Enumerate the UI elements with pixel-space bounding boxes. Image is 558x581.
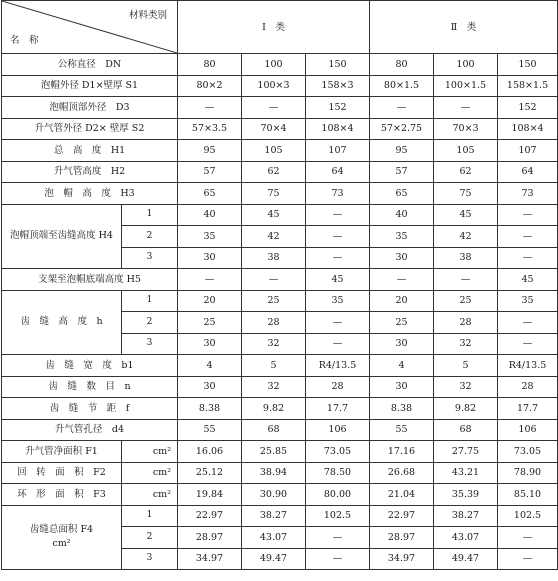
table-cell: 102.5	[498, 505, 558, 527]
table-cell: 95	[178, 140, 242, 162]
table-cell: 75	[242, 183, 306, 205]
table-cell: 108×4	[306, 118, 370, 140]
table-cell: R4/13.5	[306, 355, 370, 377]
table-cell: 152	[306, 97, 370, 119]
table-cell: 95	[370, 140, 434, 162]
table-cell: 17.16	[370, 441, 434, 463]
table-cell: 62	[242, 161, 306, 183]
table-row	[2, 183, 558, 205]
row-unit: cm²	[122, 484, 178, 506]
table-cell: 45	[434, 204, 498, 226]
row-label: 齿缝总面积 F4	[29, 524, 94, 536]
table-cell: 38.27	[434, 505, 498, 527]
table-row	[2, 419, 558, 441]
table-cell: —	[306, 548, 370, 570]
table-cell: —	[498, 527, 558, 549]
table-cell: —	[306, 226, 370, 248]
table-row	[2, 462, 558, 484]
table-row	[2, 505, 558, 527]
table-cell: 28.97	[370, 527, 434, 549]
table-cell: 38.27	[242, 505, 306, 527]
table-cell: 80	[178, 54, 242, 76]
table-row	[2, 355, 558, 377]
table-cell: 100×1.5	[434, 75, 498, 97]
table-cell: 40	[370, 204, 434, 226]
row-label: 升气管外径 D2× 壁厚 S2	[2, 118, 178, 140]
table-cell: 150	[498, 54, 558, 76]
table-cell: 42	[242, 226, 306, 248]
row-label: 升气管高度 H2	[2, 161, 178, 183]
table-cell: 9.82	[434, 398, 498, 420]
table-cell: —	[434, 269, 498, 291]
table-cell: 28	[242, 312, 306, 334]
row-label: 支架至泡帽底端高度 H5	[2, 269, 178, 291]
row-label: 升气管净面积 F1	[2, 441, 122, 463]
table-cell: —	[498, 333, 558, 355]
row-label-group	[2, 505, 122, 570]
row-label: 环 形 面 积 F3	[2, 484, 122, 506]
table-cell: 35	[306, 290, 370, 312]
table-cell: 25	[242, 290, 306, 312]
table-cell: 25	[434, 290, 498, 312]
table-cell: 35.39	[434, 484, 498, 506]
table-cell: 34.97	[370, 548, 434, 570]
header-row	[2, 1, 558, 54]
table-cell: —	[178, 97, 242, 119]
table-cell: 43.07	[242, 527, 306, 549]
table-cell: 65	[178, 183, 242, 205]
table-cell: 70×3	[434, 118, 498, 140]
row-index: 2	[122, 312, 178, 334]
table-cell: 32	[434, 376, 498, 398]
table-row	[2, 204, 558, 226]
table-cell: —	[306, 333, 370, 355]
table-cell: 21.04	[370, 484, 434, 506]
table-cell: 80×2	[178, 75, 242, 97]
table-row	[2, 140, 558, 162]
bubble-cap-spec-table	[1, 0, 558, 570]
row-label: 齿 缝 宽 度 b1	[2, 355, 178, 377]
table-cell: 106	[306, 419, 370, 441]
table-cell: 73.05	[306, 441, 370, 463]
table-cell: 4	[370, 355, 434, 377]
table-cell: 64	[498, 161, 558, 183]
row-index: 2	[122, 527, 178, 549]
table-cell: 73	[306, 183, 370, 205]
table-cell: 30.90	[242, 484, 306, 506]
table-cell: —	[242, 269, 306, 291]
row-label: 总 高 度 H1	[2, 140, 178, 162]
table-cell: 43.21	[434, 462, 498, 484]
table-cell: 85.10	[498, 484, 558, 506]
row-label: 公称直径 DN	[2, 54, 178, 76]
table-cell: —	[178, 269, 242, 291]
table-cell: 20	[178, 290, 242, 312]
row-label: 升气管孔径 d4	[2, 419, 178, 441]
table-cell: 17.7	[498, 398, 558, 420]
table-row	[2, 269, 558, 291]
table-cell: 102.5	[306, 505, 370, 527]
table-cell: 100×3	[242, 75, 306, 97]
table-cell: 38	[242, 247, 306, 269]
table-cell: 9.82	[242, 398, 306, 420]
table-cell: —	[498, 226, 558, 248]
row-label: 泡帽外径 D1×壁厚 S1	[2, 75, 178, 97]
table-row	[2, 484, 558, 506]
table-cell: 64	[306, 161, 370, 183]
table-cell: 55	[178, 419, 242, 441]
table-cell: 80×1.5	[370, 75, 434, 97]
row-index: 3	[122, 548, 178, 570]
table-cell: 80.00	[306, 484, 370, 506]
table-cell: 30	[178, 376, 242, 398]
table-cell: 105	[242, 140, 306, 162]
table-cell: 26.68	[370, 462, 434, 484]
table-cell: 30	[370, 376, 434, 398]
row-index: 1	[122, 290, 178, 312]
table-row	[2, 441, 558, 463]
row-label: 齿 缝 高 度 h	[2, 290, 122, 355]
row-label: 泡帽顶端至齿缝高度 H4	[2, 204, 122, 269]
table-cell: 57×2.75	[370, 118, 434, 140]
table-cell: 27.75	[434, 441, 498, 463]
table-cell: 150	[306, 54, 370, 76]
table-cell: 107	[498, 140, 558, 162]
table-cell: 17.7	[306, 398, 370, 420]
table-cell: 4	[178, 355, 242, 377]
table-cell: 55	[370, 419, 434, 441]
table-cell: 30	[178, 333, 242, 355]
row-label: 齿 缝 节 距 f	[2, 398, 178, 420]
table-cell: 57	[178, 161, 242, 183]
table-cell: 73.05	[498, 441, 558, 463]
table-cell: 73	[498, 183, 558, 205]
header-class-1: Ⅰ 类	[178, 1, 370, 54]
row-unit: cm²	[122, 441, 178, 463]
table-cell: 158×3	[306, 75, 370, 97]
table-row	[2, 54, 558, 76]
table-cell: 42	[434, 226, 498, 248]
table-cell: —	[306, 527, 370, 549]
table-row	[2, 290, 558, 312]
table-row	[2, 75, 558, 97]
table-cell: R4/13.5	[498, 355, 558, 377]
table-cell: —	[498, 204, 558, 226]
table-cell: 78.90	[498, 462, 558, 484]
table-cell: —	[498, 548, 558, 570]
table-cell: 28	[306, 376, 370, 398]
corner-name: 名 称	[10, 35, 39, 46]
table-cell: 8.38	[370, 398, 434, 420]
table-cell: 49.47	[434, 548, 498, 570]
table-cell: 32	[242, 333, 306, 355]
table-row	[2, 118, 558, 140]
table-cell: —	[370, 97, 434, 119]
table-cell: 45	[306, 269, 370, 291]
table-cell: 105	[434, 140, 498, 162]
table-cell: 25.85	[242, 441, 306, 463]
table-cell: 106	[498, 419, 558, 441]
table-cell: 34.97	[178, 548, 242, 570]
table-cell: 57	[370, 161, 434, 183]
row-index: 1	[122, 505, 178, 527]
table-cell: 32	[242, 376, 306, 398]
table-cell: 30	[178, 247, 242, 269]
table-cell: 49.47	[242, 548, 306, 570]
table-cell: —	[306, 247, 370, 269]
row-label: 回 转 面 积 F2	[2, 462, 122, 484]
table-cell: 28	[498, 376, 558, 398]
table-cell: —	[306, 204, 370, 226]
table-cell: 30	[370, 247, 434, 269]
table-cell: 65	[370, 183, 434, 205]
table-cell: 68	[434, 419, 498, 441]
table-cell: 40	[178, 204, 242, 226]
table-cell: 78.50	[306, 462, 370, 484]
table-cell: 5	[242, 355, 306, 377]
table-cell: 57×3.5	[178, 118, 242, 140]
table-cell: 70×4	[242, 118, 306, 140]
table-cell: —	[498, 312, 558, 334]
table-cell: —	[306, 312, 370, 334]
table-cell: 62	[434, 161, 498, 183]
row-index: 3	[122, 333, 178, 355]
table-cell: 107	[306, 140, 370, 162]
table-cell: —	[242, 97, 306, 119]
header-class-2: Ⅱ 类	[370, 1, 558, 54]
row-index: 1	[122, 204, 178, 226]
row-label: 齿 缝 数 目 n	[2, 376, 178, 398]
table-cell: 108×4	[498, 118, 558, 140]
row-index: 3	[122, 247, 178, 269]
table-row	[2, 97, 558, 119]
row-index: 2	[122, 226, 178, 248]
table-cell: 30	[370, 333, 434, 355]
table-cell: 80	[370, 54, 434, 76]
table-cell: 35	[498, 290, 558, 312]
table-cell: 8.38	[178, 398, 242, 420]
header-corner-cell	[2, 1, 178, 54]
table-cell: 43.07	[434, 527, 498, 549]
table-cell: 19.84	[178, 484, 242, 506]
table-cell: 35	[370, 226, 434, 248]
row-label: 泡帽顶部外径 D3	[2, 97, 178, 119]
table-cell: 38	[434, 247, 498, 269]
table-cell: 28	[434, 312, 498, 334]
table-cell: —	[370, 269, 434, 291]
table-row	[2, 376, 558, 398]
table-cell: 25	[178, 312, 242, 334]
table-row	[2, 161, 558, 183]
table-row	[2, 398, 558, 420]
corner-material-category: 材料类别	[128, 10, 167, 21]
table-cell: 100	[434, 54, 498, 76]
row-unit: cm²	[52, 538, 71, 550]
table-cell: 45	[242, 204, 306, 226]
table-cell: 20	[370, 290, 434, 312]
table-cell: 28.97	[178, 527, 242, 549]
table-cell: 38.94	[242, 462, 306, 484]
table-cell: 100	[242, 54, 306, 76]
table-cell: 32	[434, 333, 498, 355]
table-cell: —	[434, 97, 498, 119]
table-cell: 75	[434, 183, 498, 205]
table-cell: 22.97	[178, 505, 242, 527]
row-unit: cm²	[122, 462, 178, 484]
table-cell: 68	[242, 419, 306, 441]
table-cell: 5	[434, 355, 498, 377]
row-label: 泡 帽 高 度 H3	[2, 183, 178, 205]
table-cell: 45	[498, 269, 558, 291]
table-cell: 22.97	[370, 505, 434, 527]
table-cell: 152	[498, 97, 558, 119]
table-cell: 158×1.5	[498, 75, 558, 97]
table-cell: 25.12	[178, 462, 242, 484]
table-cell: 35	[178, 226, 242, 248]
table-cell: —	[498, 247, 558, 269]
table-cell: 16.06	[178, 441, 242, 463]
table-cell: 25	[370, 312, 434, 334]
